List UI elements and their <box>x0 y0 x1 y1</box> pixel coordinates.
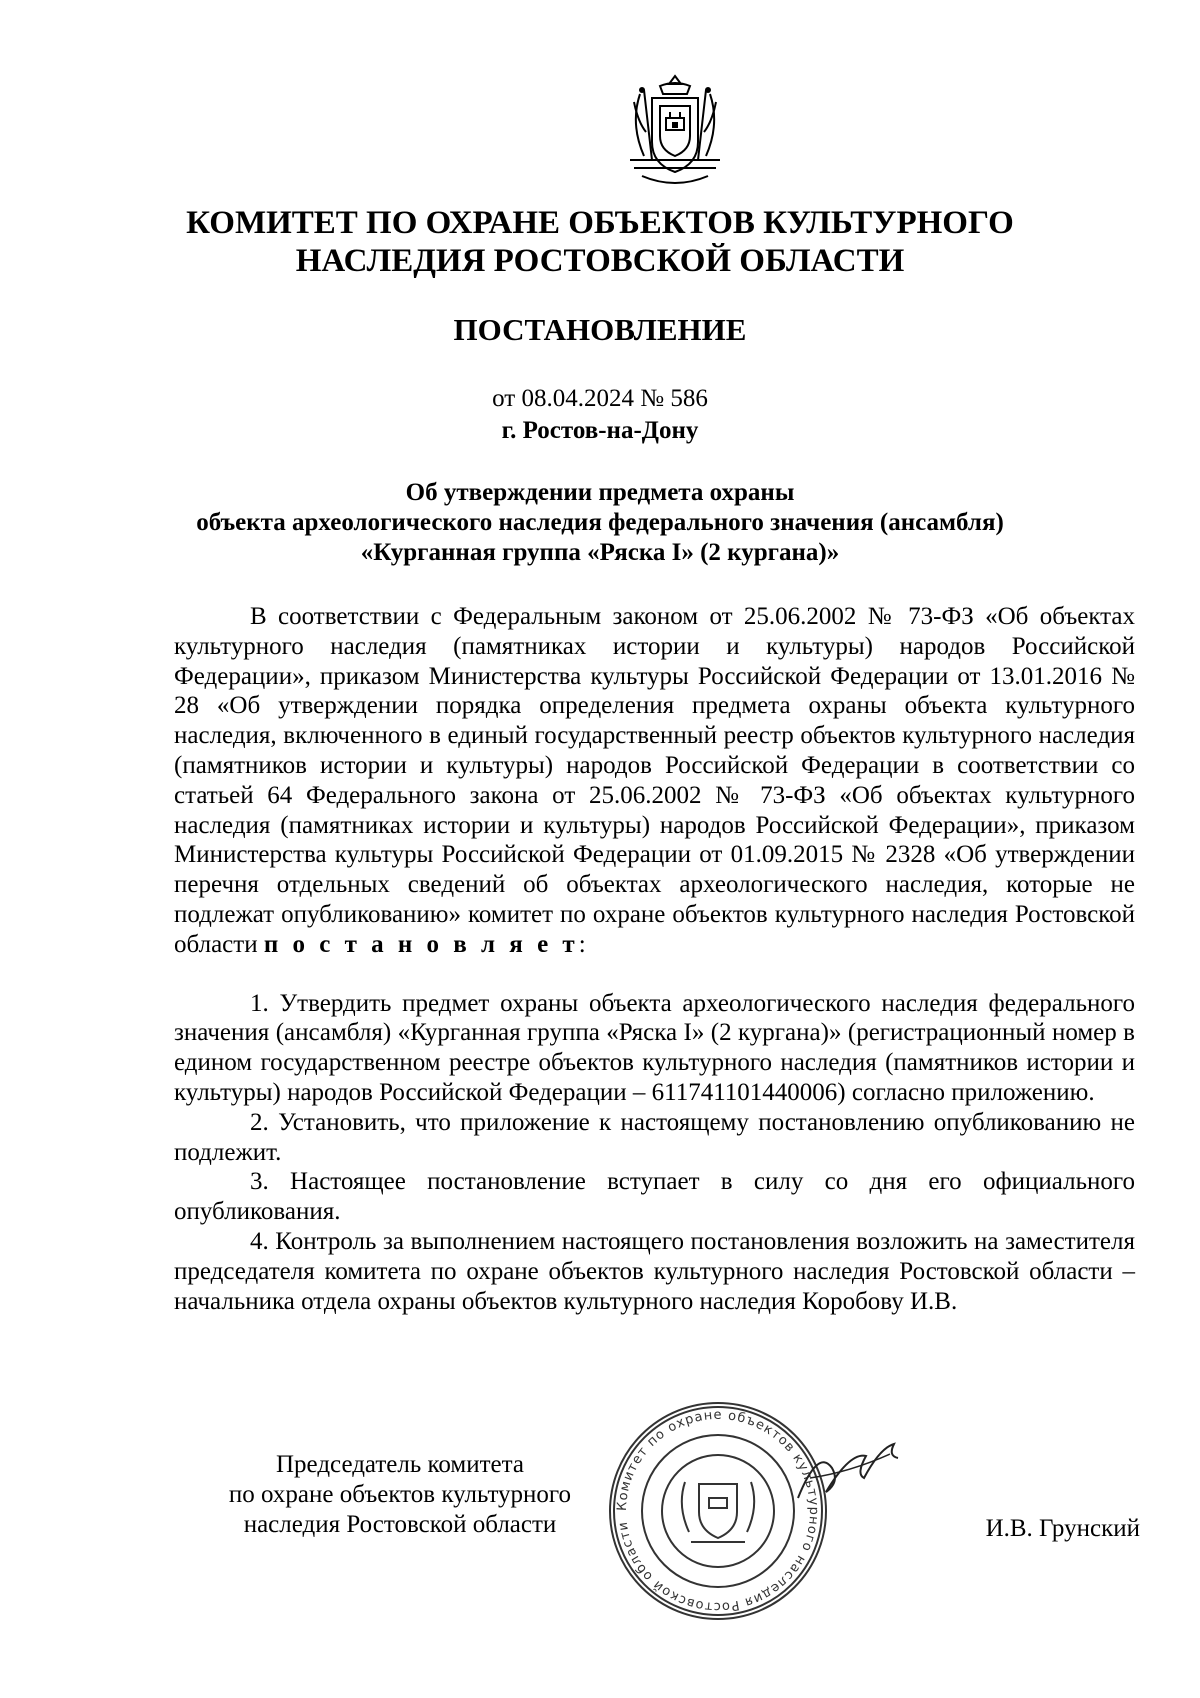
preamble-text: В соответствии с Федеральным законом от 25.06.2002 № 73-ФЗ «Об объектах культурного наследия (памятниках истории и культуры) народов Российской Федерации», приказом Министерства культуры Российской Федерации от 13.01.2016 № 28 «Об утверждении порядка определения предмета охраны объекта культурного наследия, включенного в единый государственный реестр объектов культурного наследия (памятников истории и культуры) народов Российской Федерации в соответствии со статьей 64 Федерального закона от 25.06.2002 № 73-ФЗ «Об объектах культурного наследия (памятниках истории и культуры) народов Российской Федерации», приказом Министерства культуры Российской Федерации от 01.09.2015 № 2328 «Об утверждении перечня отдельных сведений об объектах археологического наследия, которые не подлежат опубликованию» комитет по охране объектов культурного наследия Ростовской области <box>174 603 1135 958</box>
signatory-position-line-2: по охране объектов культурного <box>228 1481 572 1508</box>
decree-item-4: 4. Контроль за выполнением настоящего постановления возложить на заместителя председателя комитета по охране объектов культурного наследия Ростовской области – начальника отдела охраны объектов культурного наследия Коробову И.В. <box>174 1227 1135 1315</box>
organization-name <box>100 204 1100 280</box>
seal-text: Комитет по охране объектов культурного наследия Ростовской области <box>614 1407 822 1615</box>
coat-of-arms-emblem-icon <box>620 72 730 190</box>
signatory-position-line-1: Председатель комитета <box>276 1451 524 1478</box>
signatory-position-line-3: наследия Ростовской области <box>243 1511 557 1538</box>
document-city: г. Ростов-на-Дону <box>501 417 699 444</box>
document-title-line-1: Об утверждении предмета охраны <box>405 479 795 506</box>
organization-name-line-1: КОМИТЕТ ПО ОХРАНЕ ОБЪЕКТОВ КУЛЬТУРНОГО <box>186 205 1014 241</box>
document-title <box>150 478 1050 568</box>
preamble-paragraph <box>174 602 1135 960</box>
document-title-line-3: «Курганная группа «Ряска I» (2 кургана)» <box>360 539 840 566</box>
document-type: ПОСТАНОВЛЕНИЕ <box>453 312 747 347</box>
signatory-position <box>190 1450 610 1540</box>
organization-name-line-2: НАСЛЕДИЯ РОСТОВСКОЙ ОБЛАСТИ <box>295 243 905 279</box>
document-date-number: от 08.04.2024 № 586 <box>492 385 708 412</box>
signatory-name: И.В. Грунский <box>985 1515 1140 1542</box>
decree-word: п о с т а н о в л я е т <box>263 930 579 958</box>
decree-colon: : <box>578 930 586 958</box>
decree-item-1: 1. Утвердить предмет охраны объекта археологического наследия федерального значения (ансамбля) «Курганная группа «Ряска I» (2 кургана)» (регистрационный номер в едином государственном реестре объектов культурного наследия (памятников истории и культуры) народов Российской Федерации – 611741101440006) согласно приложению. <box>174 989 1135 1106</box>
official-seal-icon <box>605 1398 831 1624</box>
decree-item-3: 3. Настоящее постановление вступает в силу со дня его официального опубликования. <box>174 1168 1135 1226</box>
decree-item-2: 2. Установить, что приложение к настоящему постановлению опубликованию не подлежит. <box>174 1108 1135 1166</box>
document-title-line-2: объекта археологического наследия федерального значения (ансамбля) <box>196 509 1004 536</box>
handwritten-signature-icon <box>790 1438 910 1508</box>
document-body <box>174 602 1135 1316</box>
